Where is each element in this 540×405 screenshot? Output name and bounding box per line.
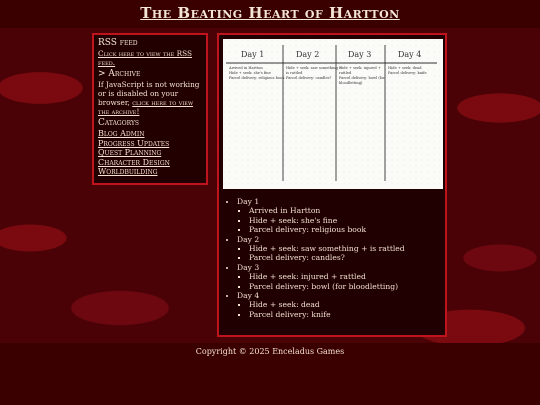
notebook-photo <box>223 39 443 189</box>
categories-heading: Catagorys <box>98 118 140 128</box>
photo-col1-line1: Arrived in Hartton <box>229 66 263 70</box>
rss-heading: RSS feed <box>98 38 138 48</box>
site-header <box>0 0 540 28</box>
photo-col3-line3: Parcel delivery: bowl (for <box>339 76 385 80</box>
list-item: ▪ Parcel delivery: bowl (for bloodletting) <box>249 282 443 291</box>
list-item: • Day 2 ▪ Hide + seek: saw something + is rattled ▪ Parcel delivery: candles? <box>237 235 443 263</box>
archive-link[interactable]: click here to view the archive! <box>98 98 194 116</box>
photo-col2-heading: Day 2 <box>296 50 320 59</box>
category-worldbuilding[interactable]: Worldbuilding <box>98 167 158 176</box>
photo-col2-line2: is rattled <box>286 71 303 75</box>
list-item: ▪ Hide + seek: saw something + is rattled <box>249 244 443 253</box>
list-item: ▪ Arrived in Hartton <box>249 206 443 215</box>
list-item: ▪ Hide + seek: she's fine <box>249 216 443 225</box>
list-item: ▪ Parcel delivery: knife <box>249 310 443 319</box>
list-item: ▪ Parcel delivery: candles? <box>249 253 443 262</box>
category-blog-admin[interactable]: Blog Admin <box>98 129 145 138</box>
archive-heading: > Archive <box>98 69 141 79</box>
category-quest-planning[interactable]: Quest Planning <box>98 148 162 157</box>
photo-col3-line1: Hide + seek: injured + <box>339 66 381 70</box>
category-character-design[interactable]: Character Design <box>98 157 170 167</box>
list-item: ▪ Hide + seek: injured + rattled <box>249 272 443 281</box>
rss-link[interactable]: Click here to view the RSS feed. <box>98 49 192 67</box>
photo-col4-heading: Day 4 <box>398 50 422 59</box>
photo-col3-line2: rattled <box>339 71 352 75</box>
photo-col2-line3: Parcel delivery: candles? <box>286 76 332 80</box>
day-notes-list <box>225 197 443 319</box>
archive-text: If JavaScript is not working or is disabled on your browser, click here to view the archive! <box>98 80 200 116</box>
footer-copyright: Copyright © 2025 Enceladus Games <box>195 347 345 356</box>
post-content <box>217 33 447 337</box>
list-item: • Day 3 ▪ Hide + seek: injured + rattled ▪ Parcel delivery: bowl (for bloodletting) <box>237 263 443 291</box>
list-item: ▪ Hide + seek: dead <box>249 300 443 309</box>
photo-col2-line1: Hide + seek: saw something + <box>286 66 343 70</box>
photo-col3-line4: bloodletting) <box>339 81 363 85</box>
photo-col1-heading: Day 1 <box>241 50 265 59</box>
photo-col1-line3: Parcel delivery: religious book <box>229 76 285 80</box>
photo-col4-line1: Hide + seek: dead <box>388 66 422 70</box>
sidebar <box>92 33 208 185</box>
photo-col4-line2: Parcel delivery: knife <box>388 71 427 75</box>
list-item: ▪ Parcel delivery: religious book <box>249 225 443 234</box>
list-item: • Day 4 ▪ Hide + seek: dead ▪ Parcel delivery: knife <box>237 291 443 319</box>
category-progress-updates[interactable]: Progress Updates <box>98 138 170 148</box>
photo-col3-heading: Day 3 <box>348 50 372 59</box>
list-item: • Day 1 ▪ Arrived in Hartton ▪ Hide + seek: she's fine ▪ Parcel delivery: religious book <box>237 197 443 235</box>
site-title-link[interactable]: The Beating Heart of Hartton <box>140 4 400 22</box>
photo-col1-line2: Hide + seek: she's fine <box>229 71 271 75</box>
